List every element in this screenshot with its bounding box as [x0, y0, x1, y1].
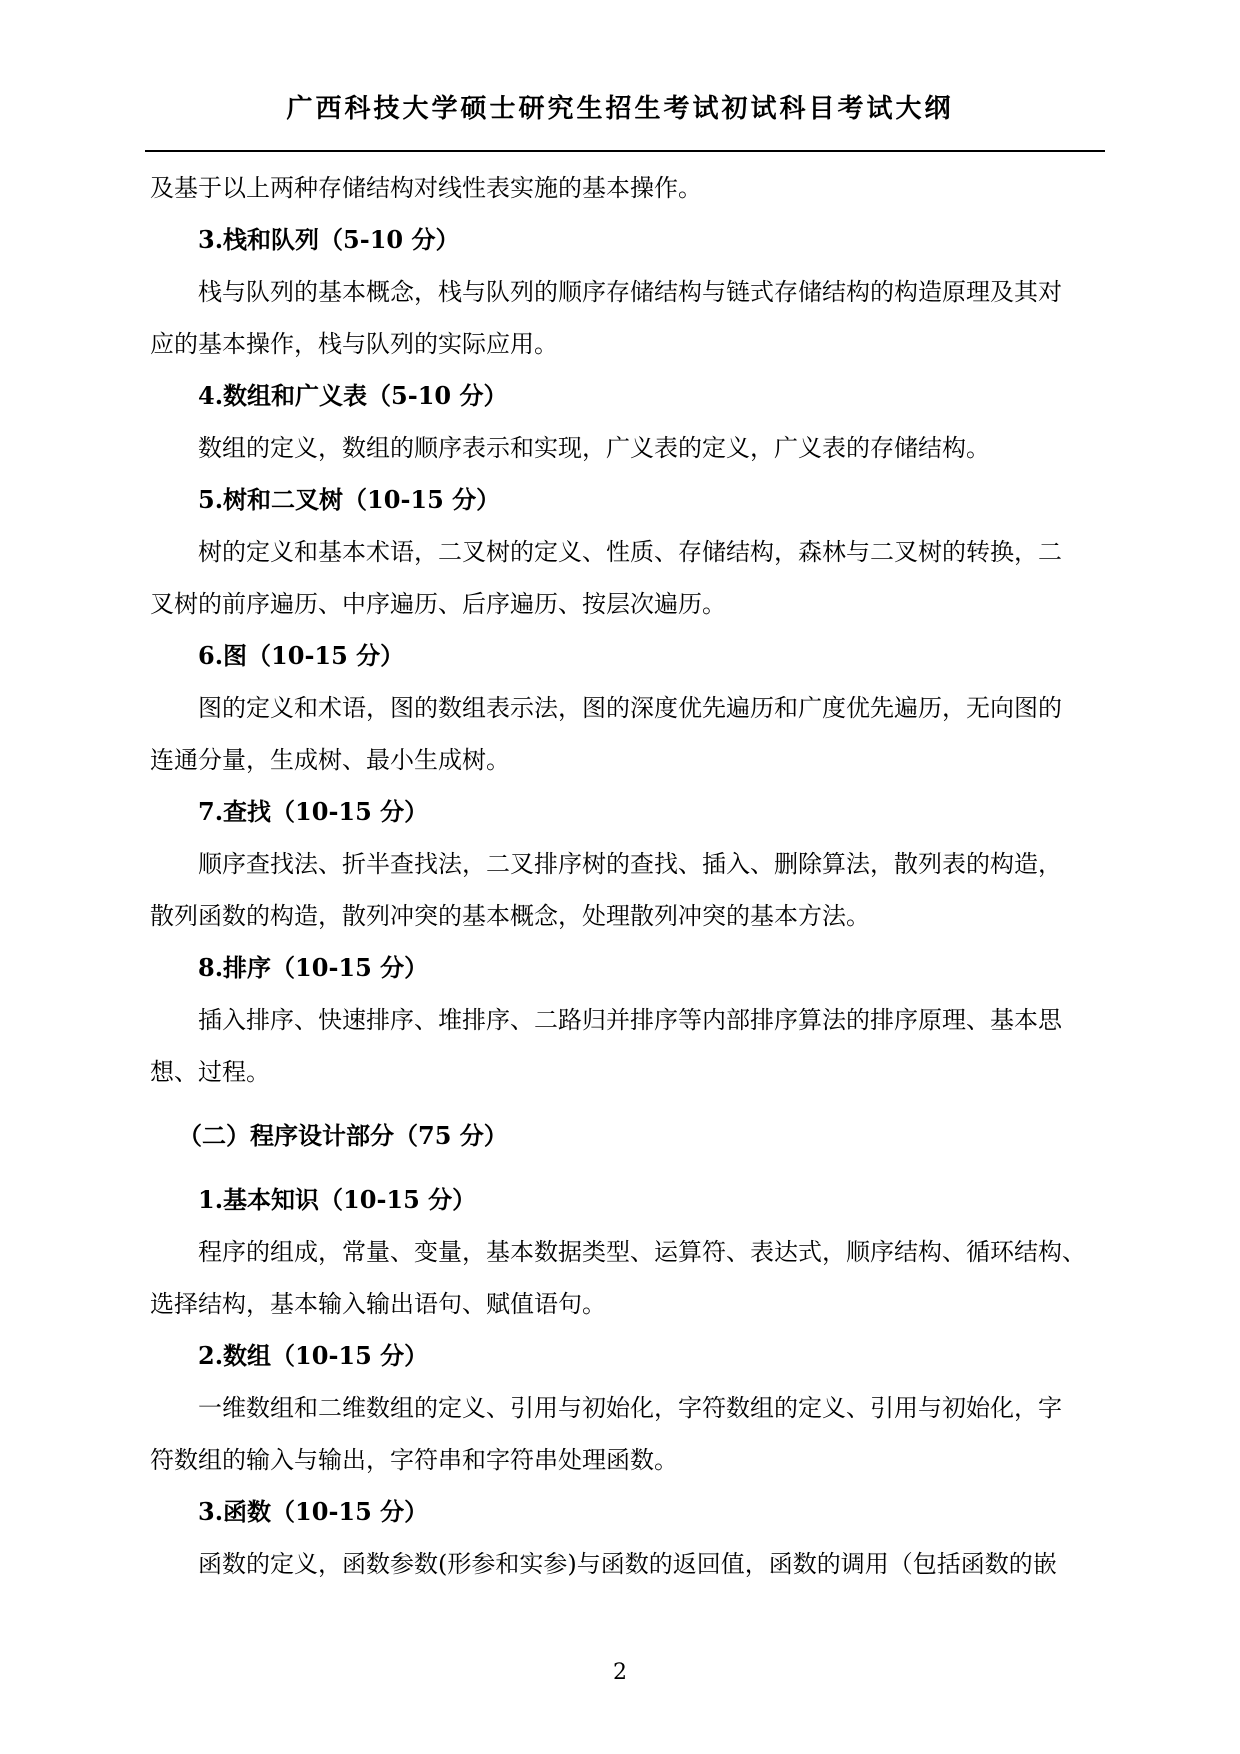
paragraph-line: 顺序查找法、折半查找法，二叉排序树的查找、插入、删除算法，散列表的构造， — [198, 850, 1062, 878]
paragraph-line: 插入排序、快速排序、堆排序、二路归并排序等内部排序算法的排序原理、基本思 — [198, 1006, 1062, 1034]
header-rule — [145, 150, 1105, 152]
page-header-title: 广西科技大学硕士研究生招生考试初试科目考试大纲 — [286, 94, 954, 124]
paragraph-line: 一维数组和二维数组的定义、引用与初始化，字符数组的定义、引用与初始化，字 — [198, 1394, 1062, 1422]
paragraph-line: 数组的定义，数组的顺序表示和实现，广义表的定义，广义表的存储结构。 — [198, 434, 990, 462]
part-heading-programming: （二）程序设计部分（75 分） — [178, 1121, 508, 1150]
paragraph-line: 栈与队列的基本概念，栈与队列的顺序存储结构与链式存储结构的构造原理及其对 — [198, 278, 1062, 306]
section-heading-stack-queue: 3.栈和队列（5-10 分） — [198, 225, 460, 254]
spacer — [150, 1162, 1100, 1174]
paragraph-line: 想、过程。 — [150, 1058, 270, 1086]
paragraph-line: 图的定义和术语，图的数组表示法，图的深度优先遍历和广度优先遍历，无向图的 — [198, 694, 1062, 722]
section-heading-array: 4.数组和广义表（5-10 分） — [198, 381, 508, 410]
paragraph-line: 程序的组成，常量、变量，基本数据类型、运算符、表达式，顺序结构、循环结构、 — [198, 1238, 1086, 1266]
paragraph-line: 符数组的输入与输出，字符串和字符串处理函数。 — [150, 1446, 678, 1474]
section-heading-graph: 6.图（10-15 分） — [198, 641, 405, 670]
section-heading-sort: 8.排序（10-15 分） — [198, 953, 429, 982]
paragraph-line: 树的定义和基本术语，二叉树的定义、性质、存储结构，森林与二叉树的转换，二 — [198, 538, 1062, 566]
section-heading-basics: 1.基本知识（10-15 分） — [198, 1185, 477, 1214]
paragraph-line: 连通分量，生成树、最小生成树。 — [150, 746, 510, 774]
spacer — [150, 1098, 1100, 1110]
paragraph-line: 散列函数的构造，散列冲突的基本概念，处理散列冲突的基本方法。 — [150, 902, 870, 930]
section-heading-arrays: 2.数组（10-15 分） — [198, 1341, 429, 1370]
paragraph-line: 及基于以上两种存储结构对线性表实施的基本操作。 — [150, 174, 702, 202]
section-heading-search: 7.查找（10-15 分） — [198, 797, 429, 826]
paragraph-line: 函数的定义，函数参数(形参和实参)与函数的返回值，函数的调用（包括函数的嵌 — [198, 1550, 1057, 1578]
section-heading-functions: 3.函数（10-15 分） — [198, 1497, 429, 1526]
paragraph-line: 选择结构，基本输入输出语句、赋值语句。 — [150, 1290, 606, 1318]
paragraph-line: 应的基本操作，栈与队列的实际应用。 — [150, 330, 558, 358]
document-body — [150, 162, 1100, 1590]
page-number: 2 — [613, 1660, 627, 1685]
paragraph-line: 叉树的前序遍历、中序遍历、后序遍历、按层次遍历。 — [150, 590, 726, 618]
section-heading-tree: 5.树和二叉树（10-15 分） — [198, 485, 501, 514]
